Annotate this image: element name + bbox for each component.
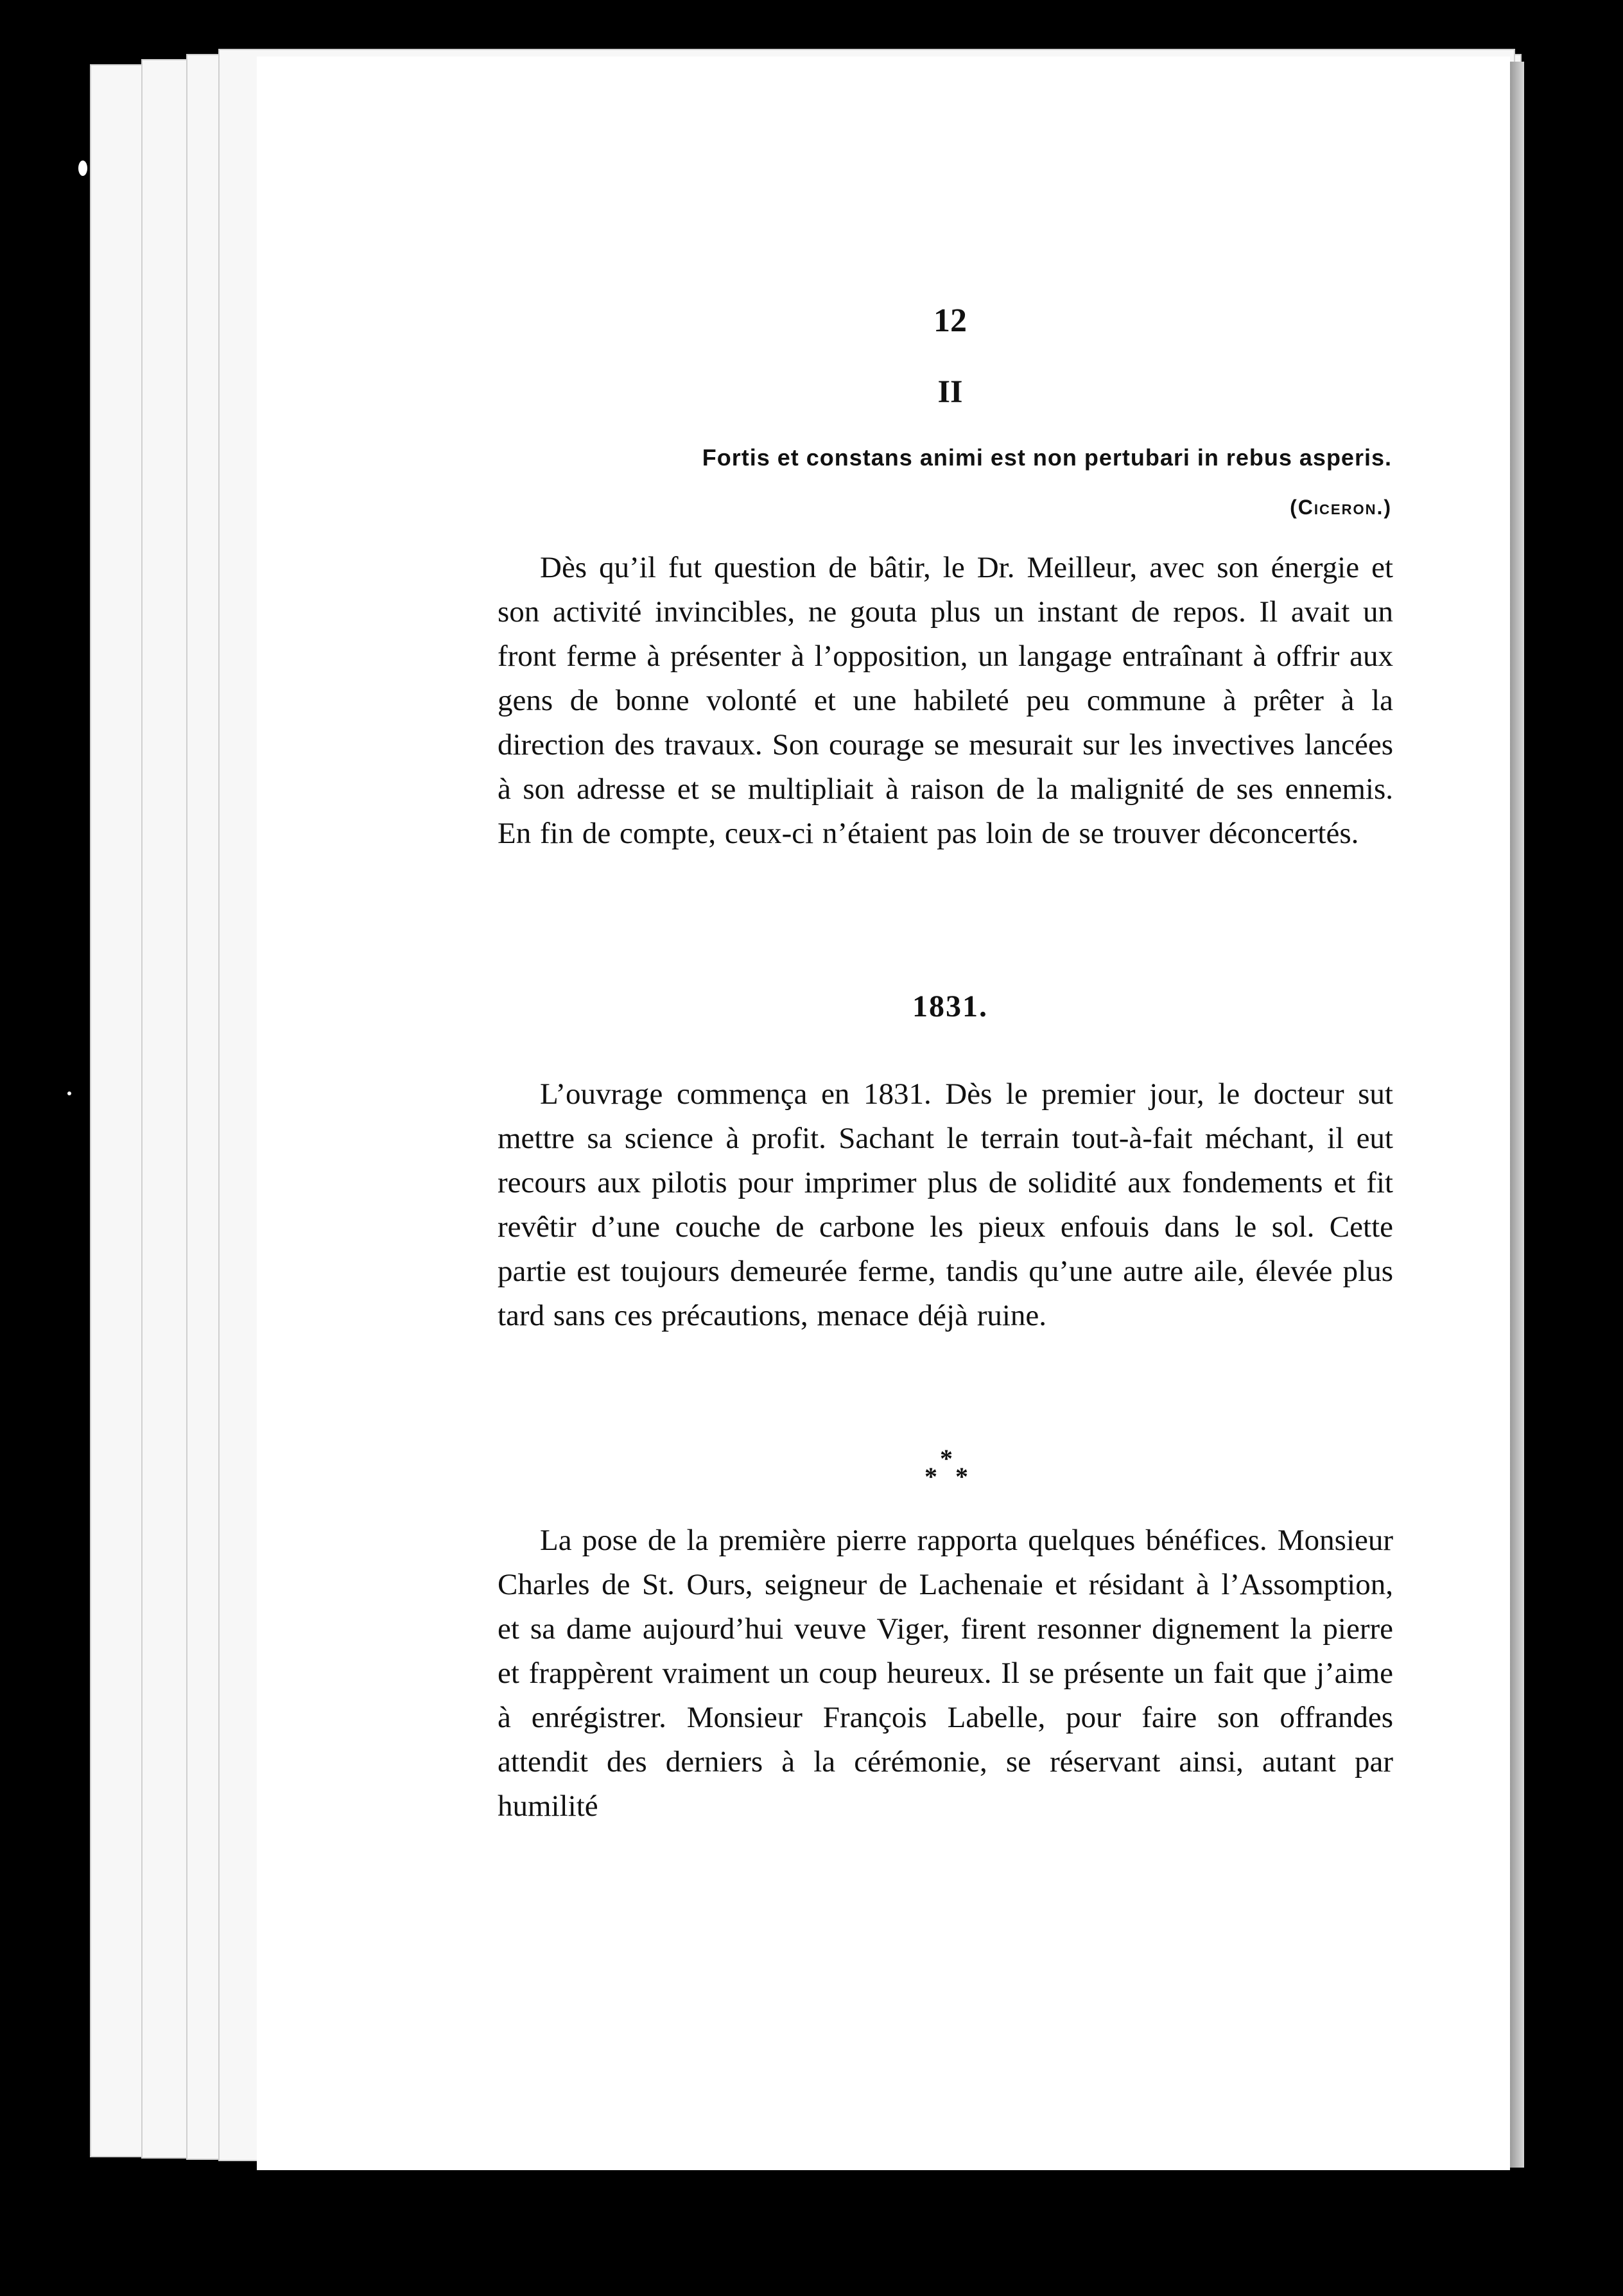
chapter-heading: II: [937, 373, 963, 409]
page-number: 12: [933, 302, 967, 339]
asterism-divider: * * *: [924, 1444, 968, 1491]
page-gutter-shadow: [1510, 62, 1524, 2168]
scan-speck: [78, 161, 87, 176]
epigraph: Fortis et constans animi est non pertubari in rebus asperis.: [702, 444, 1392, 471]
scan-speck: [67, 1091, 71, 1095]
paragraph: Dès qu’il fut question de bâtir, le Dr. Meilleur, avec son énergie et son activité invincibles, ne gouta plus un instant de repos. Il avait un front ferme à présenter à l’opposition, un langage entraînant à offrir aux gens de bonne volonté et une habileté peu commune à prêter à la direction des travaux. Son courage se mesurait sur les invectives lancées à son adresse et se multipliait à raison de la malignité de ses ennemis. En fin de compte, ceux-ci n’étaient pas loin de se trouver déconcertés.: [498, 551, 1393, 850]
paragraph: L’ouvrage commença en 1831. Dès le premier jour, le docteur sut mettre sa science à profit. Sachant le terrain tout-à-fait méchant, il eut recours aux pilotis pour imprimer plus de solidité aux fondements et fit revêtir d’une couche de carbone les pieux enfouis dans le sol. Cette partie est toujours demeurée ferme, tandis qu’une autre aile, élevée plus tard sans ces précautions, menace déjà ruine.: [498, 1077, 1393, 1332]
section-heading: 1831.: [912, 989, 988, 1023]
epigraph-attribution: (Ciceron.): [1290, 496, 1392, 519]
paragraph: La pose de la première pierre rapporta quelques bénéfices. Monsieur Charles de St. Ours, seigneur de Lachenaie et résidant à l’Assomption, et sa dame aujourd’hui veuve Viger, firent resonner dignement la pierre et frappèrent vraiment un coup heureux. Il se présente un fait que j’aime à enrégistrer. Monsieur François Labelle, pour faire son offrandes attendit des derniers à la cérémonie, se réservant ainsi, autant par humilité: [498, 1524, 1393, 1823]
scan-speck: [385, 1836, 389, 1840]
